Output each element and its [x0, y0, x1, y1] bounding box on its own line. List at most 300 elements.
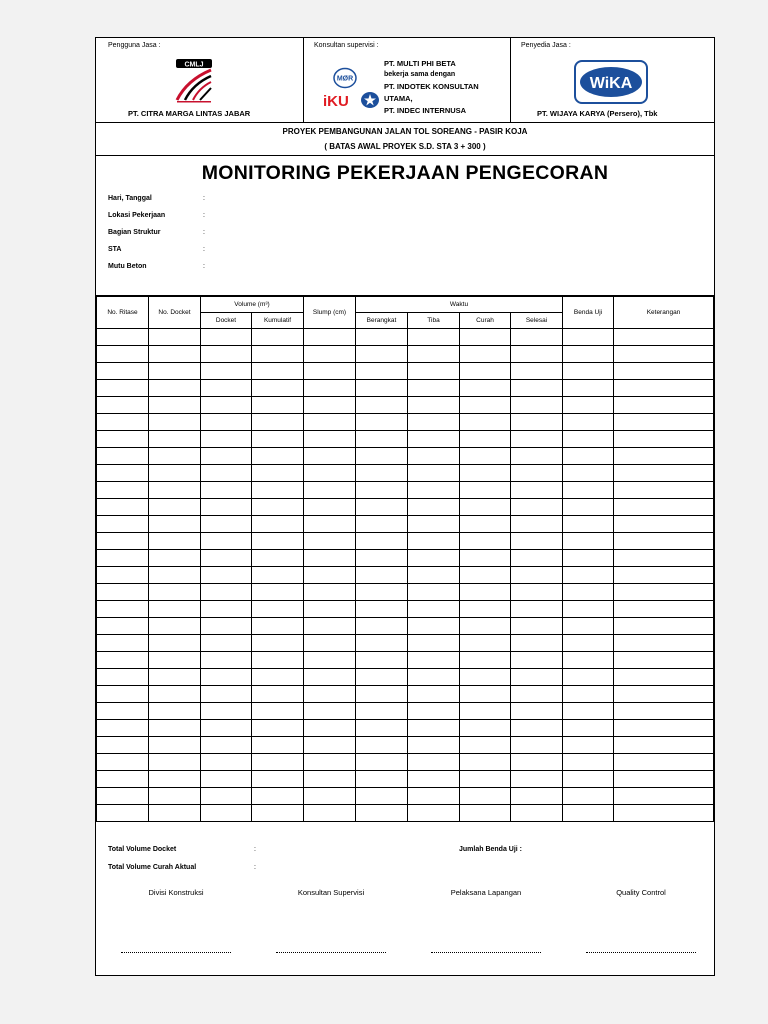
table-cell[interactable] — [149, 380, 201, 397]
table-cell[interactable] — [97, 397, 149, 414]
table-cell[interactable] — [408, 499, 460, 516]
table-cell[interactable] — [304, 363, 356, 380]
table-cell[interactable] — [356, 363, 408, 380]
table-cell[interactable] — [614, 363, 714, 380]
table-cell[interactable] — [614, 652, 714, 669]
table-cell[interactable] — [408, 363, 460, 380]
table-cell[interactable] — [356, 771, 408, 788]
table-cell[interactable] — [563, 652, 614, 669]
table-cell[interactable] — [511, 380, 563, 397]
table-cell[interactable] — [201, 397, 252, 414]
table-cell[interactable] — [304, 414, 356, 431]
table-cell[interactable] — [356, 720, 408, 737]
table-cell[interactable] — [614, 601, 714, 618]
table-cell[interactable] — [460, 329, 511, 346]
table-cell[interactable] — [149, 652, 201, 669]
table-cell[interactable] — [460, 431, 511, 448]
table-cell[interactable] — [563, 448, 614, 465]
table-cell[interactable] — [97, 465, 149, 482]
table-cell[interactable] — [201, 703, 252, 720]
table-cell[interactable] — [201, 516, 252, 533]
table-cell[interactable] — [304, 329, 356, 346]
table-cell[interactable] — [149, 737, 201, 754]
table-cell[interactable] — [614, 737, 714, 754]
table-cell[interactable] — [356, 669, 408, 686]
table-cell[interactable] — [149, 754, 201, 771]
table-cell[interactable] — [149, 346, 201, 363]
table-cell[interactable] — [304, 380, 356, 397]
table-cell[interactable] — [614, 448, 714, 465]
table-cell[interactable] — [97, 788, 149, 805]
table-cell[interactable] — [97, 703, 149, 720]
table-cell[interactable] — [614, 346, 714, 363]
table-cell[interactable] — [408, 788, 460, 805]
table-cell[interactable] — [563, 618, 614, 635]
table-cell[interactable] — [201, 465, 252, 482]
table-cell[interactable] — [201, 686, 252, 703]
table-cell[interactable] — [252, 550, 304, 567]
table-cell[interactable] — [614, 703, 714, 720]
table-cell[interactable] — [252, 584, 304, 601]
table-cell[interactable] — [304, 601, 356, 618]
table-cell[interactable] — [614, 720, 714, 737]
table-cell[interactable] — [252, 482, 304, 499]
table-cell[interactable] — [252, 329, 304, 346]
table-cell[interactable] — [614, 754, 714, 771]
table-cell[interactable] — [614, 516, 714, 533]
table-cell[interactable] — [201, 754, 252, 771]
table-cell[interactable] — [97, 584, 149, 601]
table-cell[interactable] — [460, 397, 511, 414]
table-cell[interactable] — [201, 601, 252, 618]
table-cell[interactable] — [408, 380, 460, 397]
table-cell[interactable] — [563, 329, 614, 346]
table-cell[interactable] — [97, 414, 149, 431]
table-cell[interactable] — [511, 686, 563, 703]
table-cell[interactable] — [408, 601, 460, 618]
table-cell[interactable] — [460, 499, 511, 516]
table-cell[interactable] — [201, 669, 252, 686]
table-cell[interactable] — [408, 771, 460, 788]
table-cell[interactable] — [408, 737, 460, 754]
table-cell[interactable] — [149, 601, 201, 618]
table-cell[interactable] — [511, 397, 563, 414]
table-cell[interactable] — [201, 720, 252, 737]
table-cell[interactable] — [252, 754, 304, 771]
table-cell[interactable] — [511, 414, 563, 431]
table-cell[interactable] — [408, 516, 460, 533]
table-cell[interactable] — [511, 482, 563, 499]
table-cell[interactable] — [149, 465, 201, 482]
table-cell[interactable] — [511, 465, 563, 482]
table-cell[interactable] — [511, 584, 563, 601]
table-cell[interactable] — [460, 380, 511, 397]
table-cell[interactable] — [614, 788, 714, 805]
table-cell[interactable] — [408, 346, 460, 363]
table-cell[interactable] — [563, 635, 614, 652]
table-cell[interactable] — [97, 448, 149, 465]
table-cell[interactable] — [614, 499, 714, 516]
table-cell[interactable] — [511, 703, 563, 720]
table-cell[interactable] — [356, 380, 408, 397]
table-cell[interactable] — [460, 652, 511, 669]
table-cell[interactable] — [460, 669, 511, 686]
table-cell[interactable] — [304, 533, 356, 550]
table-cell[interactable] — [356, 397, 408, 414]
table-cell[interactable] — [304, 754, 356, 771]
table-cell[interactable] — [460, 601, 511, 618]
table-cell[interactable] — [408, 805, 460, 822]
table-cell[interactable] — [460, 465, 511, 482]
table-cell[interactable] — [252, 533, 304, 550]
table-cell[interactable] — [408, 584, 460, 601]
table-cell[interactable] — [201, 414, 252, 431]
table-cell[interactable] — [563, 499, 614, 516]
table-cell[interactable] — [201, 346, 252, 363]
table-cell[interactable] — [460, 805, 511, 822]
table-cell[interactable] — [563, 669, 614, 686]
table-cell[interactable] — [304, 584, 356, 601]
table-cell[interactable] — [408, 448, 460, 465]
table-cell[interactable] — [563, 533, 614, 550]
table-cell[interactable] — [563, 737, 614, 754]
table-cell[interactable] — [304, 431, 356, 448]
table-cell[interactable] — [614, 465, 714, 482]
table-cell[interactable] — [149, 363, 201, 380]
table-cell[interactable] — [563, 414, 614, 431]
table-cell[interactable] — [304, 805, 356, 822]
table-cell[interactable] — [460, 346, 511, 363]
table-cell[interactable] — [201, 431, 252, 448]
table-cell[interactable] — [356, 431, 408, 448]
table-cell[interactable] — [252, 771, 304, 788]
table-cell[interactable] — [356, 805, 408, 822]
table-cell[interactable] — [97, 601, 149, 618]
table-cell[interactable] — [356, 737, 408, 754]
table-cell[interactable] — [304, 567, 356, 584]
table-cell[interactable] — [460, 584, 511, 601]
table-cell[interactable] — [614, 584, 714, 601]
table-cell[interactable] — [511, 431, 563, 448]
table-cell[interactable] — [511, 635, 563, 652]
table-cell[interactable] — [614, 550, 714, 567]
table-cell[interactable] — [460, 414, 511, 431]
table-cell[interactable] — [149, 805, 201, 822]
table-cell[interactable] — [304, 771, 356, 788]
table-cell[interactable] — [563, 550, 614, 567]
table-cell[interactable] — [252, 567, 304, 584]
table-cell[interactable] — [97, 567, 149, 584]
table-cell[interactable] — [149, 567, 201, 584]
table-cell[interactable] — [511, 754, 563, 771]
table-cell[interactable] — [252, 601, 304, 618]
table-cell[interactable] — [149, 771, 201, 788]
table-cell[interactable] — [563, 720, 614, 737]
table-cell[interactable] — [408, 669, 460, 686]
table-cell[interactable] — [149, 482, 201, 499]
table-cell[interactable] — [97, 380, 149, 397]
table-cell[interactable] — [511, 363, 563, 380]
table-cell[interactable] — [304, 720, 356, 737]
table-cell[interactable] — [408, 550, 460, 567]
table-cell[interactable] — [97, 499, 149, 516]
table-cell[interactable] — [149, 550, 201, 567]
table-cell[interactable] — [252, 652, 304, 669]
table-cell[interactable] — [149, 635, 201, 652]
table-cell[interactable] — [252, 788, 304, 805]
table-cell[interactable] — [149, 329, 201, 346]
table-cell[interactable] — [563, 686, 614, 703]
table-cell[interactable] — [201, 771, 252, 788]
table-cell[interactable] — [563, 346, 614, 363]
table-cell[interactable] — [201, 550, 252, 567]
table-cell[interactable] — [614, 397, 714, 414]
table-cell[interactable] — [511, 805, 563, 822]
table-cell[interactable] — [460, 771, 511, 788]
table-cell[interactable] — [408, 465, 460, 482]
table-cell[interactable] — [614, 533, 714, 550]
table-cell[interactable] — [563, 805, 614, 822]
table-cell[interactable] — [252, 414, 304, 431]
table-cell[interactable] — [304, 465, 356, 482]
table-cell[interactable] — [408, 618, 460, 635]
table-cell[interactable] — [252, 499, 304, 516]
table-cell[interactable] — [563, 516, 614, 533]
table-cell[interactable] — [252, 465, 304, 482]
table-cell[interactable] — [97, 550, 149, 567]
table-cell[interactable] — [149, 720, 201, 737]
table-cell[interactable] — [563, 601, 614, 618]
table-cell[interactable] — [614, 567, 714, 584]
table-cell[interactable] — [563, 363, 614, 380]
table-cell[interactable] — [511, 771, 563, 788]
table-cell[interactable] — [511, 516, 563, 533]
table-cell[interactable] — [460, 448, 511, 465]
table-cell[interactable] — [201, 635, 252, 652]
table-cell[interactable] — [97, 737, 149, 754]
table-cell[interactable] — [511, 669, 563, 686]
table-cell[interactable] — [304, 652, 356, 669]
table-cell[interactable] — [563, 788, 614, 805]
table-cell[interactable] — [563, 465, 614, 482]
table-cell[interactable] — [252, 686, 304, 703]
table-cell[interactable] — [97, 533, 149, 550]
table-cell[interactable] — [460, 686, 511, 703]
table-cell[interactable] — [614, 635, 714, 652]
table-cell[interactable] — [201, 448, 252, 465]
table-cell[interactable] — [511, 533, 563, 550]
table-cell[interactable] — [460, 533, 511, 550]
table-cell[interactable] — [563, 771, 614, 788]
table-cell[interactable] — [460, 516, 511, 533]
table-cell[interactable] — [97, 805, 149, 822]
table-cell[interactable] — [252, 618, 304, 635]
table-cell[interactable] — [356, 516, 408, 533]
table-cell[interactable] — [614, 771, 714, 788]
table-cell[interactable] — [460, 720, 511, 737]
table-cell[interactable] — [356, 346, 408, 363]
table-cell[interactable] — [97, 431, 149, 448]
table-cell[interactable] — [408, 720, 460, 737]
table-cell[interactable] — [149, 703, 201, 720]
table-cell[interactable] — [511, 499, 563, 516]
table-cell[interactable] — [149, 431, 201, 448]
table-cell[interactable] — [511, 737, 563, 754]
table-cell[interactable] — [252, 363, 304, 380]
table-cell[interactable] — [460, 635, 511, 652]
table-cell[interactable] — [201, 329, 252, 346]
table-cell[interactable] — [408, 635, 460, 652]
table-cell[interactable] — [460, 618, 511, 635]
table-cell[interactable] — [408, 686, 460, 703]
table-cell[interactable] — [252, 635, 304, 652]
table-cell[interactable] — [149, 414, 201, 431]
table-cell[interactable] — [97, 771, 149, 788]
table-cell[interactable] — [356, 652, 408, 669]
table-cell[interactable] — [356, 465, 408, 482]
table-cell[interactable] — [460, 703, 511, 720]
table-cell[interactable] — [149, 499, 201, 516]
table-cell[interactable] — [97, 669, 149, 686]
table-cell[interactable] — [201, 567, 252, 584]
table-cell[interactable] — [201, 618, 252, 635]
table-cell[interactable] — [201, 499, 252, 516]
table-cell[interactable] — [356, 329, 408, 346]
table-cell[interactable] — [563, 567, 614, 584]
table-cell[interactable] — [614, 482, 714, 499]
table-cell[interactable] — [304, 686, 356, 703]
table-cell[interactable] — [356, 601, 408, 618]
table-cell[interactable] — [97, 635, 149, 652]
table-cell[interactable] — [149, 686, 201, 703]
table-cell[interactable] — [304, 737, 356, 754]
table-cell[interactable] — [511, 550, 563, 567]
table-cell[interactable] — [460, 363, 511, 380]
table-cell[interactable] — [252, 805, 304, 822]
table-cell[interactable] — [408, 754, 460, 771]
table-cell[interactable] — [201, 380, 252, 397]
table-cell[interactable] — [408, 431, 460, 448]
table-cell[interactable] — [201, 805, 252, 822]
table-cell[interactable] — [252, 448, 304, 465]
table-cell[interactable] — [252, 703, 304, 720]
table-cell[interactable] — [97, 363, 149, 380]
table-cell[interactable] — [356, 482, 408, 499]
table-cell[interactable] — [563, 380, 614, 397]
table-cell[interactable] — [97, 516, 149, 533]
table-cell[interactable] — [614, 805, 714, 822]
table-cell[interactable] — [563, 703, 614, 720]
table-cell[interactable] — [511, 788, 563, 805]
table-cell[interactable] — [614, 431, 714, 448]
table-cell[interactable] — [356, 499, 408, 516]
table-cell[interactable] — [304, 499, 356, 516]
table-cell[interactable] — [460, 754, 511, 771]
table-cell[interactable] — [614, 329, 714, 346]
table-cell[interactable] — [356, 550, 408, 567]
table-cell[interactable] — [511, 652, 563, 669]
table-cell[interactable] — [511, 329, 563, 346]
table-cell[interactable] — [356, 788, 408, 805]
table-cell[interactable] — [304, 448, 356, 465]
table-cell[interactable] — [149, 533, 201, 550]
table-cell[interactable] — [304, 788, 356, 805]
table-cell[interactable] — [408, 329, 460, 346]
table-cell[interactable] — [614, 414, 714, 431]
table-cell[interactable] — [511, 720, 563, 737]
table-cell[interactable] — [356, 448, 408, 465]
table-cell[interactable] — [511, 567, 563, 584]
table-cell[interactable] — [149, 448, 201, 465]
table-cell[interactable] — [408, 703, 460, 720]
table-cell[interactable] — [201, 737, 252, 754]
table-cell[interactable] — [511, 601, 563, 618]
table-cell[interactable] — [304, 550, 356, 567]
table-cell[interactable] — [356, 414, 408, 431]
table-cell[interactable] — [201, 533, 252, 550]
table-cell[interactable] — [149, 516, 201, 533]
table-cell[interactable] — [356, 635, 408, 652]
table-cell[interactable] — [252, 397, 304, 414]
table-cell[interactable] — [356, 754, 408, 771]
table-cell[interactable] — [460, 567, 511, 584]
table-cell[interactable] — [252, 720, 304, 737]
table-cell[interactable] — [511, 448, 563, 465]
table-cell[interactable] — [149, 788, 201, 805]
table-cell[interactable] — [511, 618, 563, 635]
table-cell[interactable] — [97, 686, 149, 703]
table-cell[interactable] — [97, 618, 149, 635]
table-cell[interactable] — [614, 686, 714, 703]
table-cell[interactable] — [201, 652, 252, 669]
table-cell[interactable] — [201, 788, 252, 805]
table-cell[interactable] — [356, 584, 408, 601]
table-cell[interactable] — [614, 618, 714, 635]
table-cell[interactable] — [356, 567, 408, 584]
table-cell[interactable] — [563, 754, 614, 771]
table-cell[interactable] — [201, 363, 252, 380]
table-cell[interactable] — [408, 567, 460, 584]
table-cell[interactable] — [304, 346, 356, 363]
table-cell[interactable] — [149, 618, 201, 635]
table-cell[interactable] — [252, 346, 304, 363]
table-cell[interactable] — [460, 737, 511, 754]
table-cell[interactable] — [304, 703, 356, 720]
table-cell[interactable] — [97, 754, 149, 771]
table-cell[interactable] — [460, 788, 511, 805]
table-cell[interactable] — [460, 550, 511, 567]
table-cell[interactable] — [356, 686, 408, 703]
table-cell[interactable] — [97, 652, 149, 669]
table-cell[interactable] — [460, 482, 511, 499]
table-cell[interactable] — [408, 652, 460, 669]
table-cell[interactable] — [408, 533, 460, 550]
table-cell[interactable] — [304, 635, 356, 652]
table-cell[interactable] — [563, 482, 614, 499]
table-cell[interactable] — [252, 516, 304, 533]
table-cell[interactable] — [97, 346, 149, 363]
table-cell[interactable] — [563, 431, 614, 448]
table-cell[interactable] — [252, 380, 304, 397]
table-cell[interactable] — [408, 414, 460, 431]
table-cell[interactable] — [252, 737, 304, 754]
table-cell[interactable] — [149, 669, 201, 686]
table-cell[interactable] — [304, 516, 356, 533]
table-cell[interactable] — [356, 703, 408, 720]
table-cell[interactable] — [304, 482, 356, 499]
table-cell[interactable] — [149, 397, 201, 414]
table-cell[interactable] — [252, 431, 304, 448]
